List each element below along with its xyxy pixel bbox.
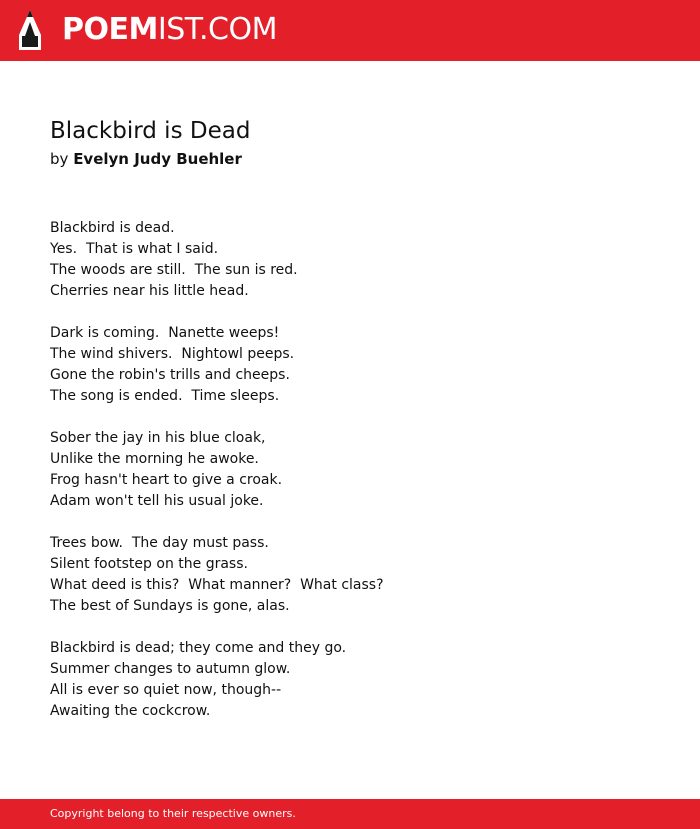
site-header [0,0,700,61]
poem-line: Gone the robin's trills and cheeps. [50,367,290,383]
stanza [50,533,650,617]
poem-line: Silent footstep on the grass. [50,556,248,572]
poem-title: Blackbird is Dead [50,118,251,144]
poem-line: The wind shivers. Nightowl peeps. [50,346,295,362]
author-name[interactable]: Evelyn Judy Buehler [73,150,242,168]
poem-body [50,218,650,743]
poem-line: The best of Sundays is gone, alas. [50,598,290,614]
byline [50,149,242,169]
poem-line: Blackbird is dead; they come and they go. [50,640,347,656]
poem-line: Awaiting the cockcrow. [50,703,211,719]
poem-line: Dark is coming. Nanette weeps! [50,325,280,341]
by-label: by [50,150,69,168]
poem-line: Adam won't tell his usual joke. [50,493,264,509]
copyright-notice: Copyright belong to their respective owners. [50,807,296,820]
poem-line: Trees bow. The day must pass. [50,535,269,551]
poem-line: All is ever so quiet now, though-- [50,682,282,698]
poem-line: Sober the jay in his blue cloak, [50,430,266,446]
poem-line: What deed is this? What manner? What class? [50,577,384,593]
logo-text-bold: POEM [62,12,158,47]
poem-line: Unlike the morning he awoke. [50,451,259,467]
poem-line: Frog hasn't heart to give a croak. [50,472,283,488]
stanza [50,428,650,512]
site-footer [0,799,700,829]
stanza [50,218,650,302]
poem-line: Summer changes to autumn glow. [50,661,291,677]
pencil-icon[interactable] [17,9,43,51]
poem-line: The woods are still. The sun is red. [50,262,298,278]
poem-line: The song is ended. Time sleeps. [50,388,280,404]
stanza [50,323,650,407]
poem-line: Blackbird is dead. [50,220,175,236]
logo-text-light: IST.COM [157,12,277,47]
stanza [50,638,650,722]
poem-line: Yes. That is what I said. [50,241,219,257]
poem-line: Cherries near his little head. [50,283,249,299]
site-logo[interactable] [62,10,277,50]
